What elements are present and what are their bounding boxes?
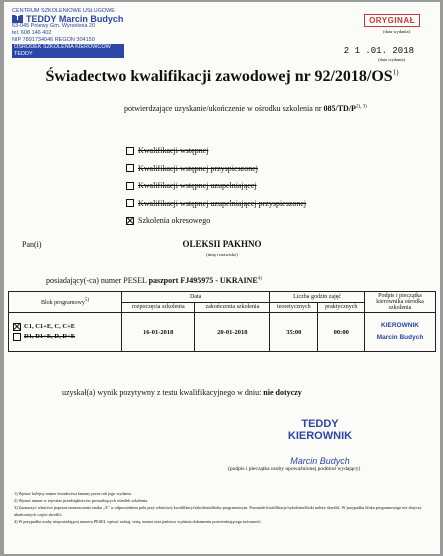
confirm-line — [124, 104, 367, 113]
confirm-text: potwierdzające uzyskanie/ukończenie w ośrodku szkolenia nr — [124, 104, 322, 113]
title-text: Świadectwo kwalifikacji zawodowej nr 92/2018/OS — [45, 68, 393, 85]
footnotes — [14, 490, 434, 525]
col-start: rozpoczęcia szkolenia — [122, 302, 195, 313]
signature-caption: (podpis i pieczątka osoby upoważnionej podmiot wydający) — [228, 466, 361, 472]
col-theory: teoretycznych — [270, 302, 318, 313]
option-item — [126, 212, 306, 230]
stamp-nip: NIP 7891734046 REGON 304150 — [12, 37, 95, 43]
person-name: OLEKSII PAKHNO — [182, 239, 262, 249]
person-prefix: Pan(i) — [22, 240, 42, 249]
sig-role: KIEROWNIK — [287, 430, 353, 442]
option-item — [126, 177, 306, 195]
sig-name: Marcin Budych — [290, 456, 350, 466]
checkbox-checked — [126, 217, 134, 225]
blok-cell — [9, 313, 122, 352]
end-date: 20-01-2018 — [195, 313, 270, 352]
option-label: Kwalifikacji wstępnej uzupełniającej — [138, 181, 257, 190]
certificate-sheet — [4, 2, 440, 554]
start-date: 16-01-2018 — [122, 313, 195, 352]
confirm-sup: 2), 3) — [355, 104, 367, 110]
original-sub: (data wydania) — [383, 29, 410, 34]
title-sup: 1) — [392, 68, 399, 77]
col-hours: Liczba godzin zajęć — [270, 292, 365, 303]
sign-role: KIEROWNIK — [381, 322, 419, 329]
sign-cell — [365, 313, 436, 352]
stamp-bar: OŚRODEK SZKOLENIA KIEROWCÓW TEDDY — [12, 44, 124, 58]
qualification-options — [126, 142, 306, 230]
col-data: Data — [122, 292, 270, 303]
option-label: Kwalifikacji wstępnej — [138, 146, 209, 155]
footnote: 2) Wpisać numer w rejestrze przedsiębiorców prowadzących ośrodek szkolenia. — [14, 498, 149, 503]
col-sign: Podpis i pieczątka kierownika ośrodka szkolenia — [365, 292, 436, 313]
col-practice: praktycznych — [318, 302, 365, 313]
col-blok: Blok programowy$^{5)}$ — [9, 292, 122, 313]
person-name-sub: (imię i nazwisko) — [206, 252, 238, 257]
original-stamp: ORYGINAŁ — [364, 14, 420, 27]
pesel-line — [46, 276, 262, 285]
pesel-label: posiadający(-ca) numer PESEL — [46, 276, 147, 285]
option-item — [126, 142, 306, 160]
blok-c: C1, C1+E, C, C+E — [24, 323, 76, 330]
result-value: nie dotyczy — [263, 388, 302, 397]
issue-date-sub: (data wydania) — [378, 57, 405, 62]
blok-d: D1, D1+E, D, D+E — [24, 333, 76, 340]
stamp-brand — [12, 15, 124, 23]
page-title — [4, 68, 440, 86]
director-signature — [242, 418, 398, 466]
footnote: 3) Zaznaczyć właściwe poprzez umieszczenie znaku „X" w odpowiednim polu przy właściwej kwalifikacji/szkoleniu/bloku programowym. Pozostałe kwalifikacje/szkolenia/bloki należy skreślić. W przypadku bloku programowego nie dotyczy ukończonych części skreślić. — [14, 505, 422, 517]
footnote: 1) Wpisać kolejny numer świadectwa łamany przez rok jego wydania. — [14, 491, 132, 496]
option-label: Kwalifikacji wstępnej przyspieszonej — [138, 163, 258, 173]
stamp-phone: tel. 608 146 402 — [12, 30, 52, 36]
checkbox — [126, 199, 134, 207]
checkbox — [126, 164, 134, 172]
sig-brand: TEDDY — [301, 418, 339, 430]
result-text: uzyskał(a) wynik pozytywny z testu kwalifikacyjnego w dniu: — [62, 388, 262, 397]
pesel-value: paszport FJ495975 - UKRAINE — [148, 276, 258, 285]
checkbox — [13, 333, 21, 341]
practice-hours: 00:00 — [318, 313, 365, 352]
checkbox — [126, 147, 134, 155]
table-row — [9, 313, 436, 352]
stamp-address: 63-045 Pniewy Gm. Wyrzeknia 20 — [12, 23, 96, 29]
option-item — [126, 195, 306, 213]
option-item — [126, 160, 306, 178]
footnote: 4) W przypadku osoby nieposiadającej numeru PESEL wpisać rodzaj, serię, numer oraz państwo wydania dokumentu potwierdzającego tożsamość. — [14, 519, 262, 524]
col-end: zakończenia szkolenia — [195, 302, 270, 313]
pesel-sup: 4) — [257, 276, 262, 282]
checkbox-checked — [13, 323, 21, 331]
option-label: Kwalifikacji wstępnej uzupełniającej przyspieszonej — [138, 198, 307, 208]
theory-hours: 35:00 — [270, 313, 318, 352]
center-number: 085/TD/P — [323, 104, 356, 113]
sign-name: Marcin Budych — [376, 334, 424, 341]
test-result — [62, 388, 302, 397]
teddy-logo-icon: T — [12, 15, 23, 23]
issuer-stamp — [12, 8, 124, 58]
option-label: Szkolenia okresowego — [138, 216, 211, 225]
training-table — [8, 291, 436, 352]
stamp-line1: CENTRUM SZKOLENIOWE USŁUGOWE — [12, 8, 115, 14]
issue-date: 2 1 .01. 2018 — [343, 46, 414, 56]
stamp-brand-text: TEDDY Marcin Budych — [26, 13, 124, 24]
checkbox — [126, 182, 134, 190]
